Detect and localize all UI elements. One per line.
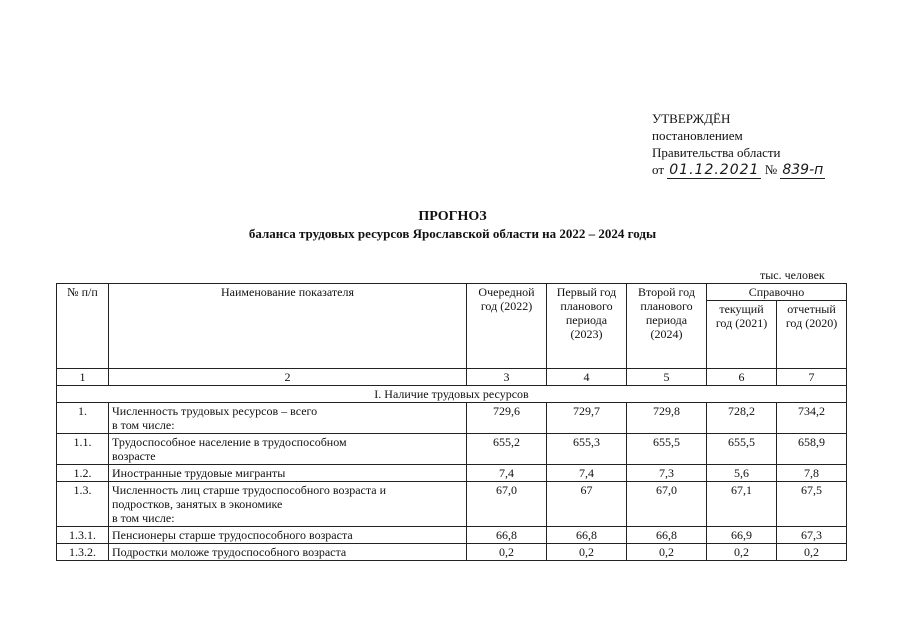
value-2024: 0,2: [627, 544, 707, 561]
section-title: I. Наличие трудовых ресурсов: [57, 386, 847, 403]
value-2022: 7,4: [467, 465, 547, 482]
approval-title: УТВЕРЖДЁН: [652, 111, 731, 126]
table-row: [57, 403, 847, 434]
value-2023: 729,7: [547, 403, 627, 434]
column-number: 1: [57, 369, 109, 386]
value-2021: 5,6: [707, 465, 777, 482]
handwritten-number: 839-п: [782, 162, 824, 178]
value-2020: 734,2: [777, 403, 847, 434]
row-name: [109, 527, 467, 544]
approval-authority: Правительства области: [652, 145, 781, 160]
row-name-line: Трудоспособное население в трудоспособном: [112, 435, 347, 449]
row-name: [109, 544, 467, 561]
row-name: [109, 482, 467, 527]
table-row: [57, 482, 847, 527]
column-number: 2: [109, 369, 467, 386]
value-2024: 655,5: [627, 434, 707, 465]
value-2024: 67,0: [627, 482, 707, 527]
row-number: 1.3.: [57, 482, 109, 527]
document-title: [0, 208, 905, 242]
value-2024: 66,8: [627, 527, 707, 544]
value-2023: 0,2: [547, 544, 627, 561]
value-2021: 0,2: [707, 544, 777, 561]
value-2023: 67: [547, 482, 627, 527]
handwritten-date: 01.12.2021: [669, 162, 760, 178]
value-2022: 67,0: [467, 482, 547, 527]
number-label: №: [764, 162, 778, 177]
row-number: 1.3.1.: [57, 527, 109, 544]
section-row: [57, 386, 847, 403]
row-name-line: в том числе:: [112, 511, 175, 525]
row-number: 1.: [57, 403, 109, 434]
header-name: Наименование показателя: [109, 284, 467, 369]
header-2020: отчетный год (2020): [777, 301, 847, 369]
row-name-line: Численность лиц старше трудоспособного возраста и: [112, 483, 387, 497]
value-2022: 729,6: [467, 403, 547, 434]
row-name-line: в том числе:: [112, 418, 175, 432]
header-2023: Первый год планового периода (2023): [547, 284, 627, 369]
row-name-line: Пенсионеры старше трудоспособного возраста: [112, 528, 353, 542]
row-name-line: возрасте: [112, 449, 156, 463]
row-name-line: Подростки моложе трудоспособного возраста: [112, 545, 347, 559]
value-2020: 67,5: [777, 482, 847, 527]
row-number: 1.2.: [57, 465, 109, 482]
table-row: [57, 527, 847, 544]
table-row: [57, 544, 847, 561]
value-2021: 655,5: [707, 434, 777, 465]
header-row: [57, 284, 847, 301]
header-num: № п/п: [57, 284, 109, 369]
row-number: 1.1.: [57, 434, 109, 465]
title-main: ПРОГНОЗ: [418, 209, 487, 224]
value-2020: 67,3: [777, 527, 847, 544]
value-2022: 66,8: [467, 527, 547, 544]
column-number: 7: [777, 369, 847, 386]
value-2022: 0,2: [467, 544, 547, 561]
column-number: 5: [627, 369, 707, 386]
approval-resolution: постановлением: [652, 128, 743, 143]
labor-balance-table: [56, 283, 847, 561]
column-number: 6: [707, 369, 777, 386]
value-2022: 655,2: [467, 434, 547, 465]
approval-date-line: [652, 161, 825, 179]
row-number: 1.3.2.: [57, 544, 109, 561]
value-2020: 7,8: [777, 465, 847, 482]
value-2021: 67,1: [707, 482, 777, 527]
title-subtitle: баланса трудовых ресурсов Ярославской области на 2022 – 2024 годы: [248, 226, 657, 241]
column-number: 4: [547, 369, 627, 386]
value-2023: 7,4: [547, 465, 627, 482]
row-name: [109, 465, 467, 482]
column-number: 3: [467, 369, 547, 386]
header-2021: текущий год (2021): [707, 301, 777, 369]
value-2024: 7,3: [627, 465, 707, 482]
row-name-line: Численность трудовых ресурсов – всего: [112, 404, 318, 418]
header-2024: Второй год планового периода (2024): [627, 284, 707, 369]
units-label: тыс. человек: [760, 268, 825, 282]
table-row: [57, 465, 847, 482]
row-name-line: Иностранные трудовые мигранты: [112, 466, 286, 480]
header-reference: Справочно: [707, 284, 847, 301]
column-number-row: [57, 369, 847, 386]
row-name: [109, 403, 467, 434]
row-name: [109, 434, 467, 465]
value-2020: 0,2: [777, 544, 847, 561]
table-row: [57, 434, 847, 465]
row-name-line: подростков, занятых в экономике: [112, 497, 283, 511]
value-2024: 729,8: [627, 403, 707, 434]
value-2021: 728,2: [707, 403, 777, 434]
header-2022: Очередной год (2022): [467, 284, 547, 369]
value-2023: 655,3: [547, 434, 627, 465]
value-2023: 66,8: [547, 527, 627, 544]
approval-block: [652, 110, 825, 179]
value-2021: 66,9: [707, 527, 777, 544]
from-label: от: [652, 162, 665, 177]
value-2020: 658,9: [777, 434, 847, 465]
